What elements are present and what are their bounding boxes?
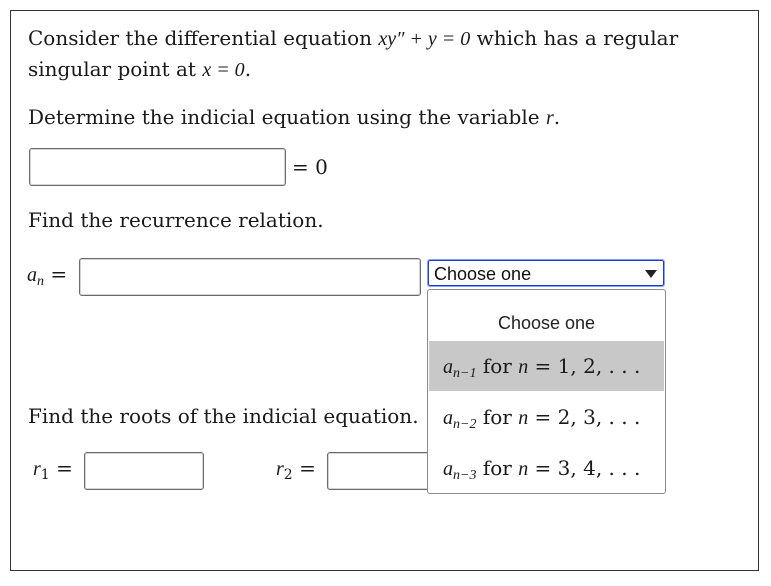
r1-equals: =: [56, 456, 73, 480]
r1-label: [33, 453, 73, 491]
r2-equals: =: [299, 456, 316, 480]
select-value: Choose one: [434, 264, 532, 284]
dropdown-header[interactable]: Choose one: [497, 313, 596, 333]
option-range: = 3, 4, . . .: [534, 456, 641, 480]
option-a: a: [443, 356, 453, 378]
an-label: [27, 259, 67, 297]
indicial-prompt-prefix: Determine the indicial equation using the variable: [28, 105, 540, 129]
r1-subscript: 1: [40, 467, 50, 483]
option-a: a: [443, 458, 453, 480]
an-symbol: a: [27, 264, 37, 286]
option-n: n: [518, 458, 529, 480]
dropdown-option[interactable]: [429, 341, 664, 391]
recurrence-index-select[interactable]: [428, 260, 664, 286]
intro-suffix: which has a regular: [476, 26, 679, 50]
option-range: = 1, 2, . . .: [534, 354, 641, 378]
intro-line-1: [28, 23, 678, 55]
indicial-equation-input[interactable]: [29, 148, 286, 186]
an-equals: =: [50, 262, 68, 286]
option-sub: n−1: [453, 366, 477, 381]
recurrence-prompt: Find the recurrence relation.: [28, 208, 324, 232]
option-sub: n−2: [453, 417, 477, 432]
option-n: n: [518, 407, 529, 429]
chevron-down-icon: [645, 270, 657, 278]
roots-prompt: Find the roots of the indicial equation.: [28, 404, 419, 428]
r1-input[interactable]: [84, 452, 204, 490]
r1-symbol: r: [33, 458, 41, 480]
an-subscript: n: [37, 274, 44, 289]
recurrence-input[interactable]: [79, 258, 421, 296]
option-sub: n−3: [453, 468, 477, 483]
r2-label: [276, 453, 316, 491]
indicial-rhs: = 0: [292, 155, 328, 179]
intro-line-2: [28, 54, 251, 86]
singular-point: x = 0: [202, 59, 245, 81]
indicial-prompt-suffix: .: [553, 105, 561, 129]
intro-prefix: Consider the differential equation: [28, 26, 372, 50]
option-a: a: [443, 407, 453, 429]
dropdown-option[interactable]: [429, 443, 664, 493]
recurrence-index-dropdown: [427, 289, 666, 494]
ode-equation: xy″ + y = 0: [378, 28, 471, 50]
option-n: n: [518, 356, 529, 378]
option-for: for: [482, 354, 512, 378]
option-range: = 2, 3, . . .: [534, 405, 641, 429]
dropdown-option[interactable]: [429, 392, 664, 442]
r2-symbol: r: [276, 458, 284, 480]
intro-line2-suffix: .: [244, 57, 252, 81]
option-for: for: [482, 405, 512, 429]
r2-subscript: 2: [283, 467, 293, 483]
indicial-prompt: [28, 102, 560, 134]
option-for: for: [482, 456, 512, 480]
intro-line2-prefix: singular point at: [28, 57, 196, 81]
problem-frame: [10, 10, 759, 571]
indicial-variable: r: [545, 107, 554, 129]
